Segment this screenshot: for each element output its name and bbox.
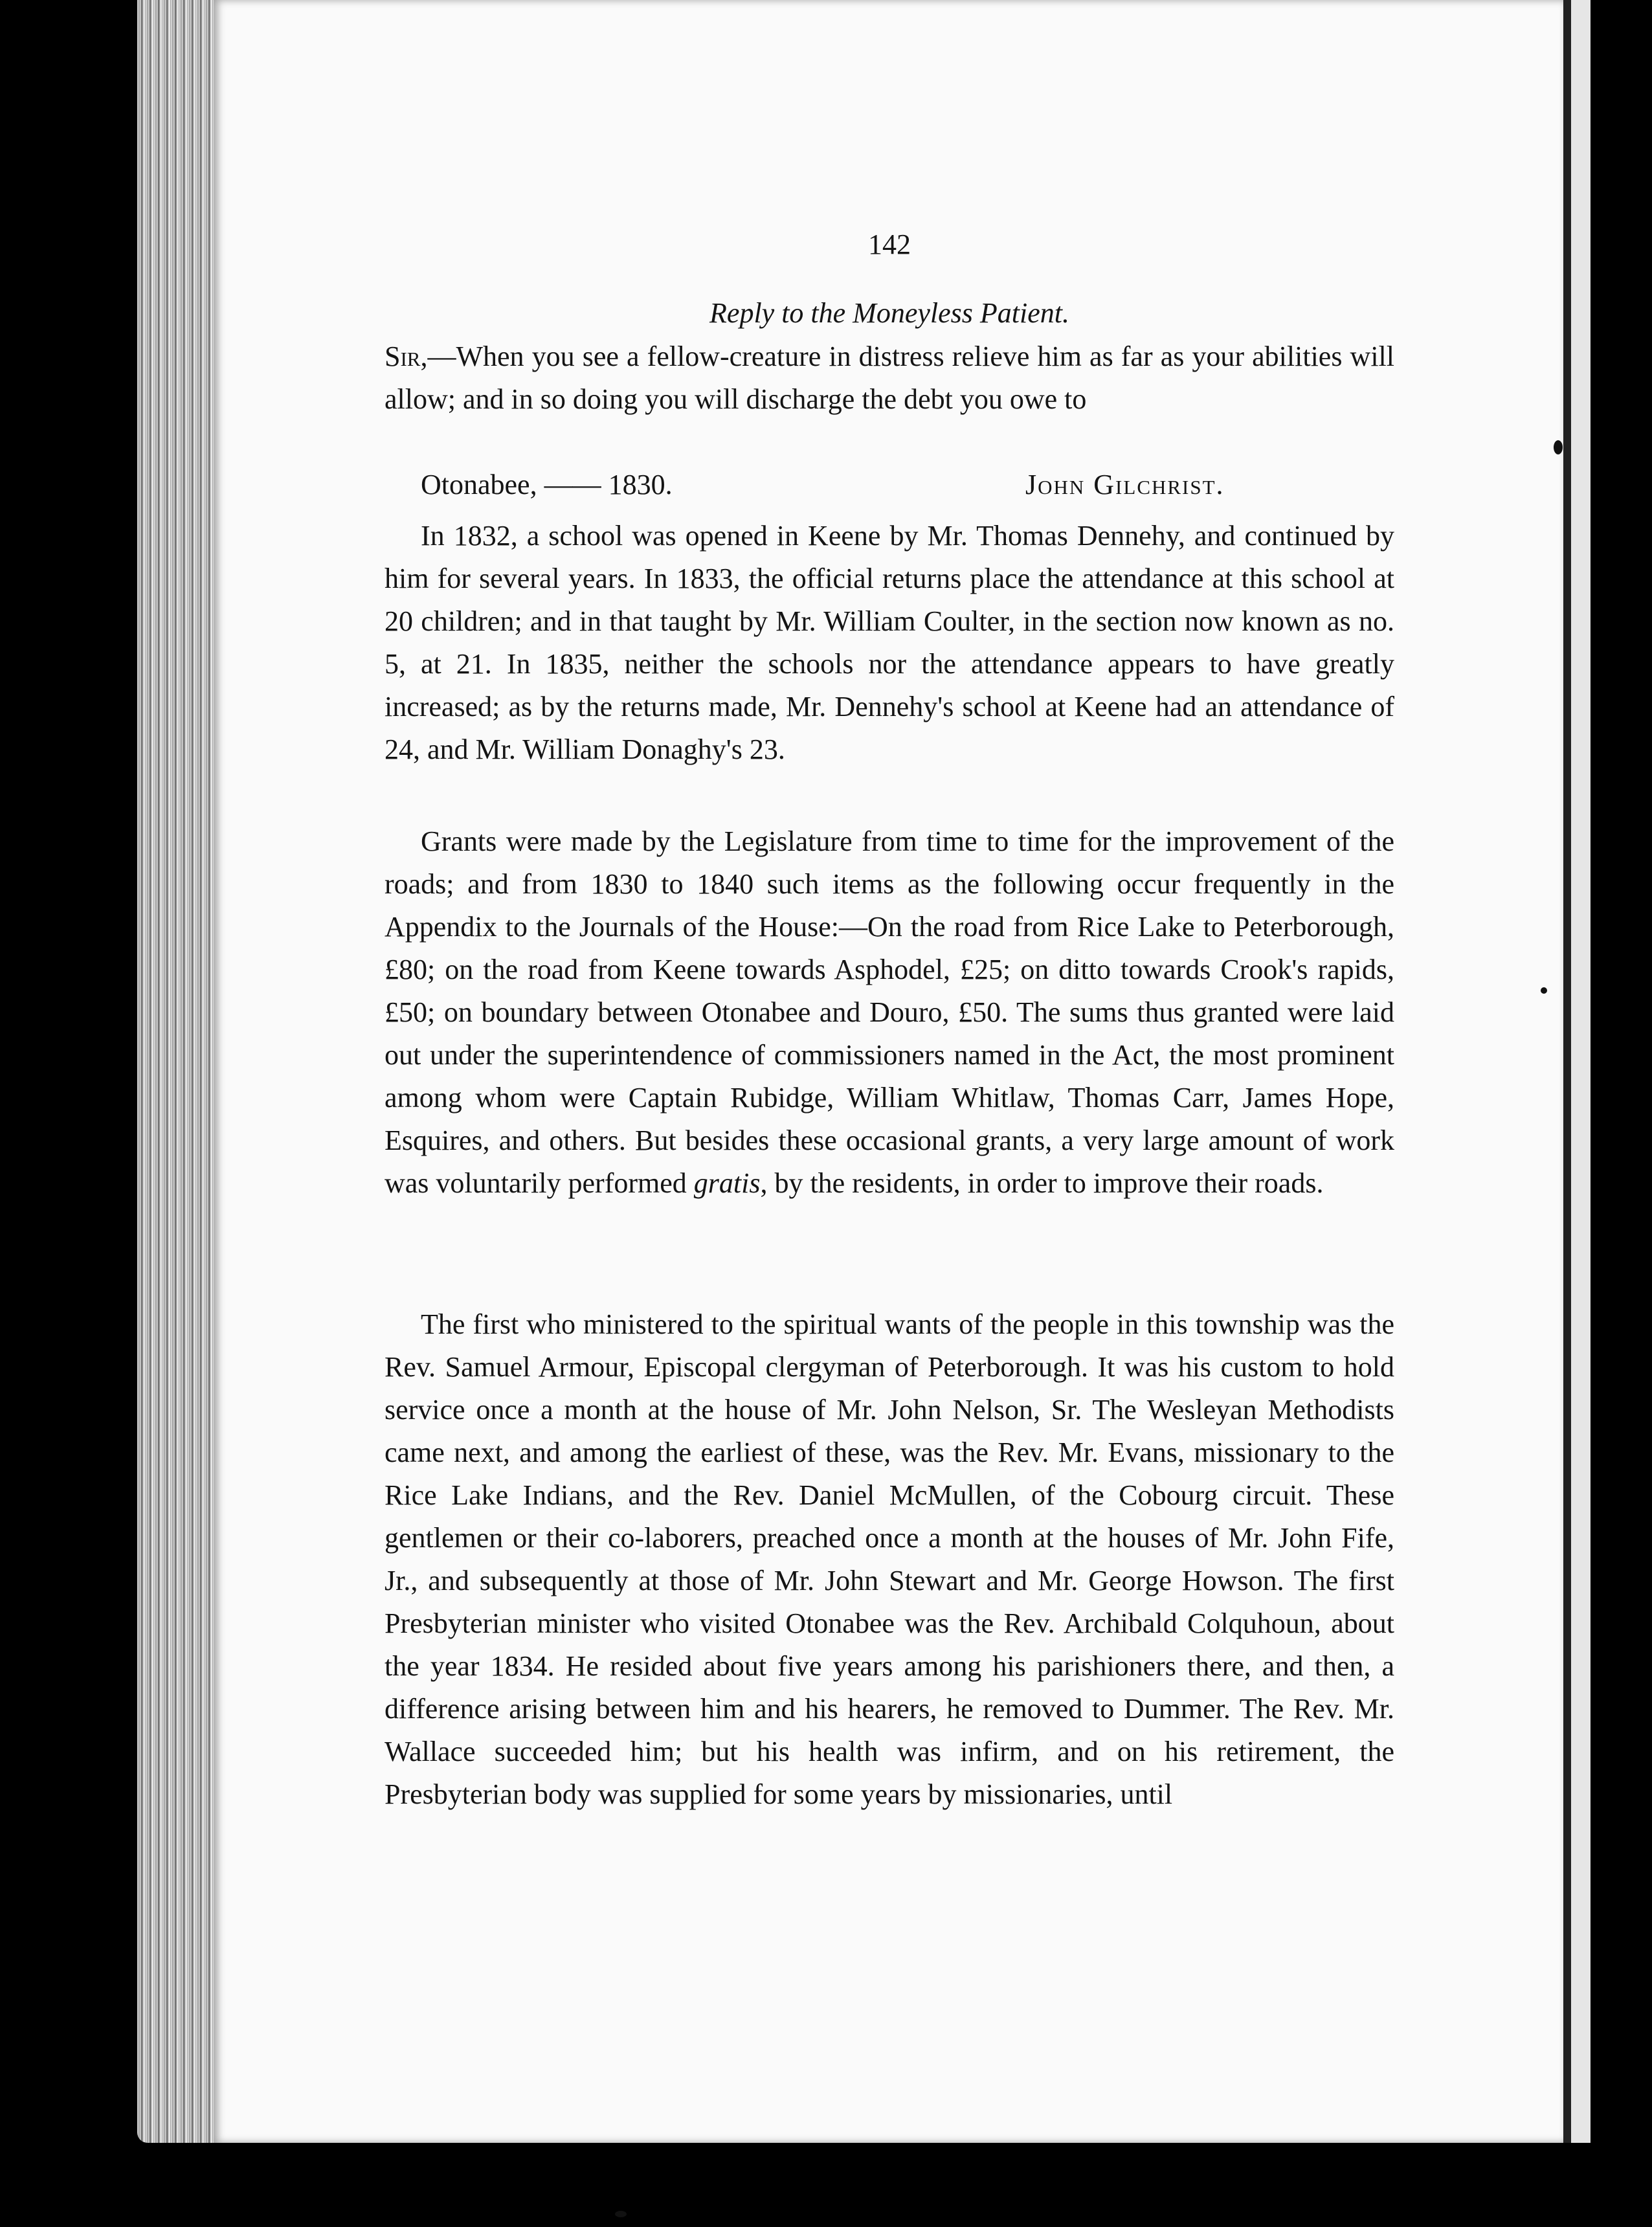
- scan-speck: [1554, 440, 1563, 454]
- paragraph-ministers: The first who ministered to the spiritual wants of the people in this township was the Rev. Samuel Armour, Episcopal clergyman of Peterborough. It was his custom to hold service once a month at the house of Mr. John Nelson, Sr. The Wesleyan Methodists came next, and among the earliest of these, was the Rev. Mr. Evans, missionary to the Rice Lake Indians, and the Rev. Daniel McMullen, of the Cobourg circuit. These gentlemen or their co-laborers, preached once a month at the houses of Mr. John Fife, Jr., and subsequently at those of Mr. John Stewart and Mr. George Howson. The first Presbyterian minister who visited Otonabee was the Rev. Archibald Colquhoun, about the year 1834. He resided about five years among his parishioners there, and then, a difference arising between him and his hearers, he removed to Dummer. The Rev. Mr. Wallace succeeded him; but his health was infirm, and on his retirement, the Presbyterian body was supplied for some years by missionaries, until: [385, 1308, 1394, 1810]
- paragraph-road-grants-text: Grants were made by the Legislature from time to time for the improvement of the roads; and from 1830 to 1840 such items as the following occur frequently in the Appendix to the Journals of the House:—On the road from Rice Lake to Peterborough, £80; on the road from Keene towards Asphodel, £25; on ditto towards Crook's rapids, £50; on boundary between Otonabee and Douro, £50. The sums thus granted were laid out under the superintendence of commissioners named in the Act, the most prominent among whom were Captain Rubidge, William Whitlaw, Thomas Carr, James Hope, Esquires, and others. But besides these occasional grants, a very large amount of work was voluntarily performed: [385, 825, 1394, 1199]
- page-gutter-shadow: [1563, 0, 1571, 2143]
- book-page-edges: [137, 0, 218, 2143]
- scan-bottom-border: [0, 2143, 1652, 2227]
- page-number: 142: [868, 229, 911, 260]
- adjacent-page-strip: [1571, 0, 1591, 2143]
- letter-salutation: Sir,: [385, 341, 428, 372]
- italic-gratis: gratis: [693, 1167, 761, 1199]
- paragraph-road-grants: [385, 820, 1394, 1205]
- letter-signature: John Gilchrist.: [1025, 469, 1225, 500]
- scan-speck: [1541, 987, 1547, 994]
- letter-body: [385, 335, 1394, 421]
- letter-place-date: Otonabee, —— 1830.: [421, 469, 673, 500]
- paragraph-schools: In 1832, a school was opened in Keene by Mr. Thomas Dennehy, and continued by him for several years. In 1833, the official returns place the attendance at this school at 20 children; and in that taught by Mr. William Coulter, in the section now known as no. 5, at 21. In 1835, neither the schools nor the attendance appears to have greatly increased; as by the returns made, Mr. Dennehy's school at Keene had an attendance of 24, and Mr. William Donaghy's 23.: [385, 520, 1394, 765]
- letter-text: —When you see a fellow-creature in distress relieve him as far as your abilities will allow; and in so doing you will discharge the debt you owe to: [385, 341, 1394, 415]
- paragraph-road-grants-end: , by the residents, in order to improve their roads.: [760, 1167, 1324, 1199]
- scan-speck: [615, 2211, 627, 2217]
- letter-title: Reply to the Moneyless Patient.: [709, 297, 1069, 329]
